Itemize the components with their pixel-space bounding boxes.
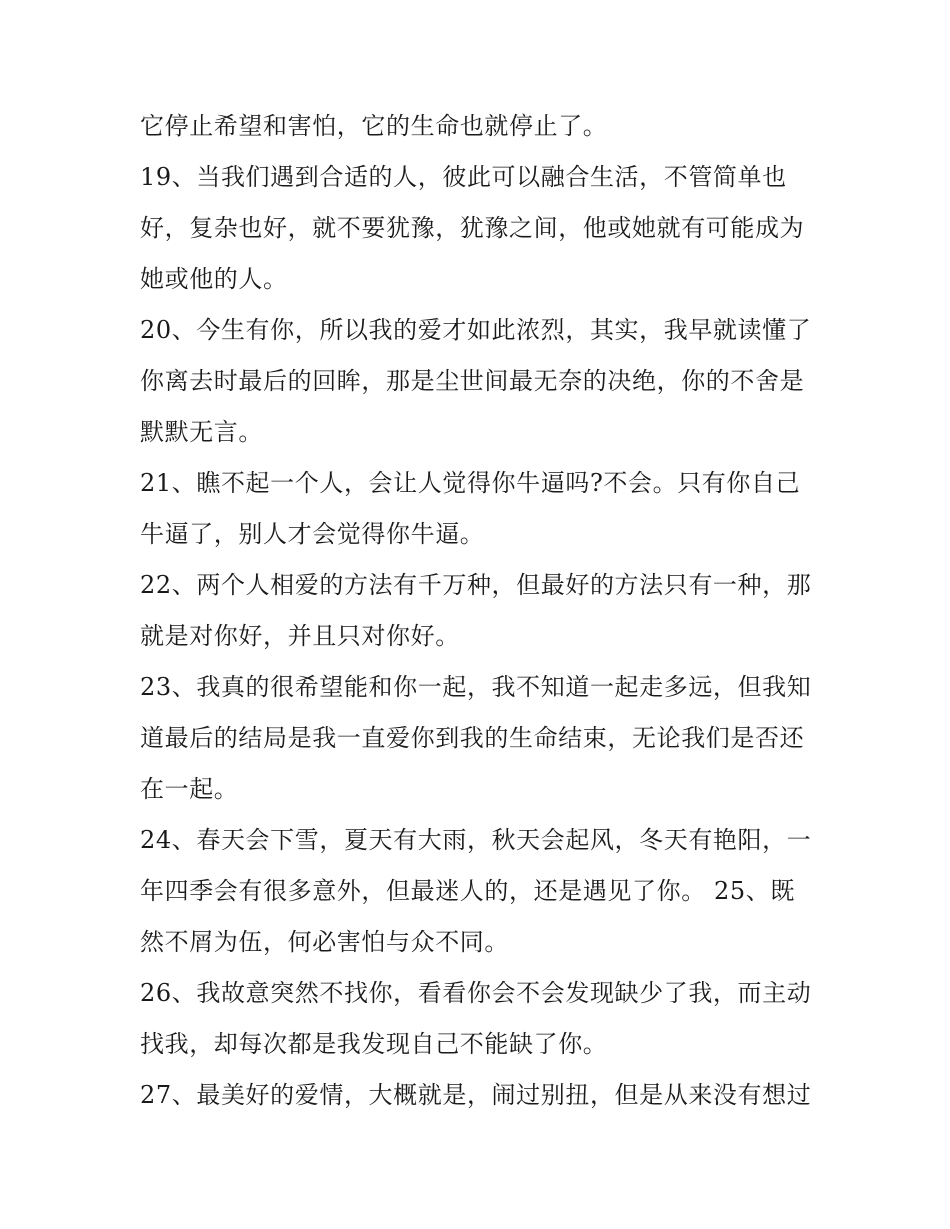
text-line: 牛逼了，别人才会觉得你牛逼。 [140, 520, 485, 548]
text-line: 21、瞧不起一个人，会让人觉得你牛逼吗?不会。只有你自己 [140, 469, 801, 497]
text-line: 24、春天会下雪，夏天有大雨，秋天会起风，冬天有艳阳，一 [140, 826, 812, 854]
text-line: 23、我真的很希望能和你一起，我不知道一起走多远，但我知 [140, 673, 812, 701]
text-line: 年四季会有很多意外，但最迷人的，还是遇见了你。 25、既 [140, 877, 795, 905]
document-body [140, 101, 815, 1121]
text-line: 它停止希望和害怕，它的生命也就停止了。 [140, 112, 608, 140]
text-line: 她或他的人。 [140, 265, 288, 293]
text-line: 26、我故意突然不找你，看看你会不会发现缺少了我，而主动 [140, 979, 812, 1007]
text-line: 27、最美好的爱情，大概就是，闹过别扭，但是从来没有想过 [140, 1081, 812, 1109]
text-line: 就是对你好，并且只对你好。 [140, 622, 460, 650]
text-line: 然不屑为伍，何必害怕与众不同。 [140, 928, 509, 956]
text-line: 好，复杂也好，就不要犹豫，犹豫之间，他或她就有可能成为 [140, 214, 805, 242]
text-line: 22、两个人相爱的方法有千万种，但最好的方法只有一种，那 [140, 571, 812, 599]
text-line: 找我，却每次都是我发现自己不能缺了你。 [140, 1030, 608, 1058]
text-line: 默默无言。 [140, 418, 263, 446]
text-line: 19、当我们遇到合适的人，彼此可以融合生活，不管简单也 [140, 163, 787, 191]
text-line: 在一起。 [140, 775, 239, 803]
text-line: 20、今生有你，所以我的爱才如此浓烈，其实，我早就读懂了 [140, 316, 812, 344]
text-line: 你离去时最后的回眸，那是尘世间最无奈的决绝，你的不舍是 [140, 367, 805, 395]
text-line: 道最后的结局是我一直爱你到我的生命结束，无论我们是否还 [140, 724, 805, 752]
